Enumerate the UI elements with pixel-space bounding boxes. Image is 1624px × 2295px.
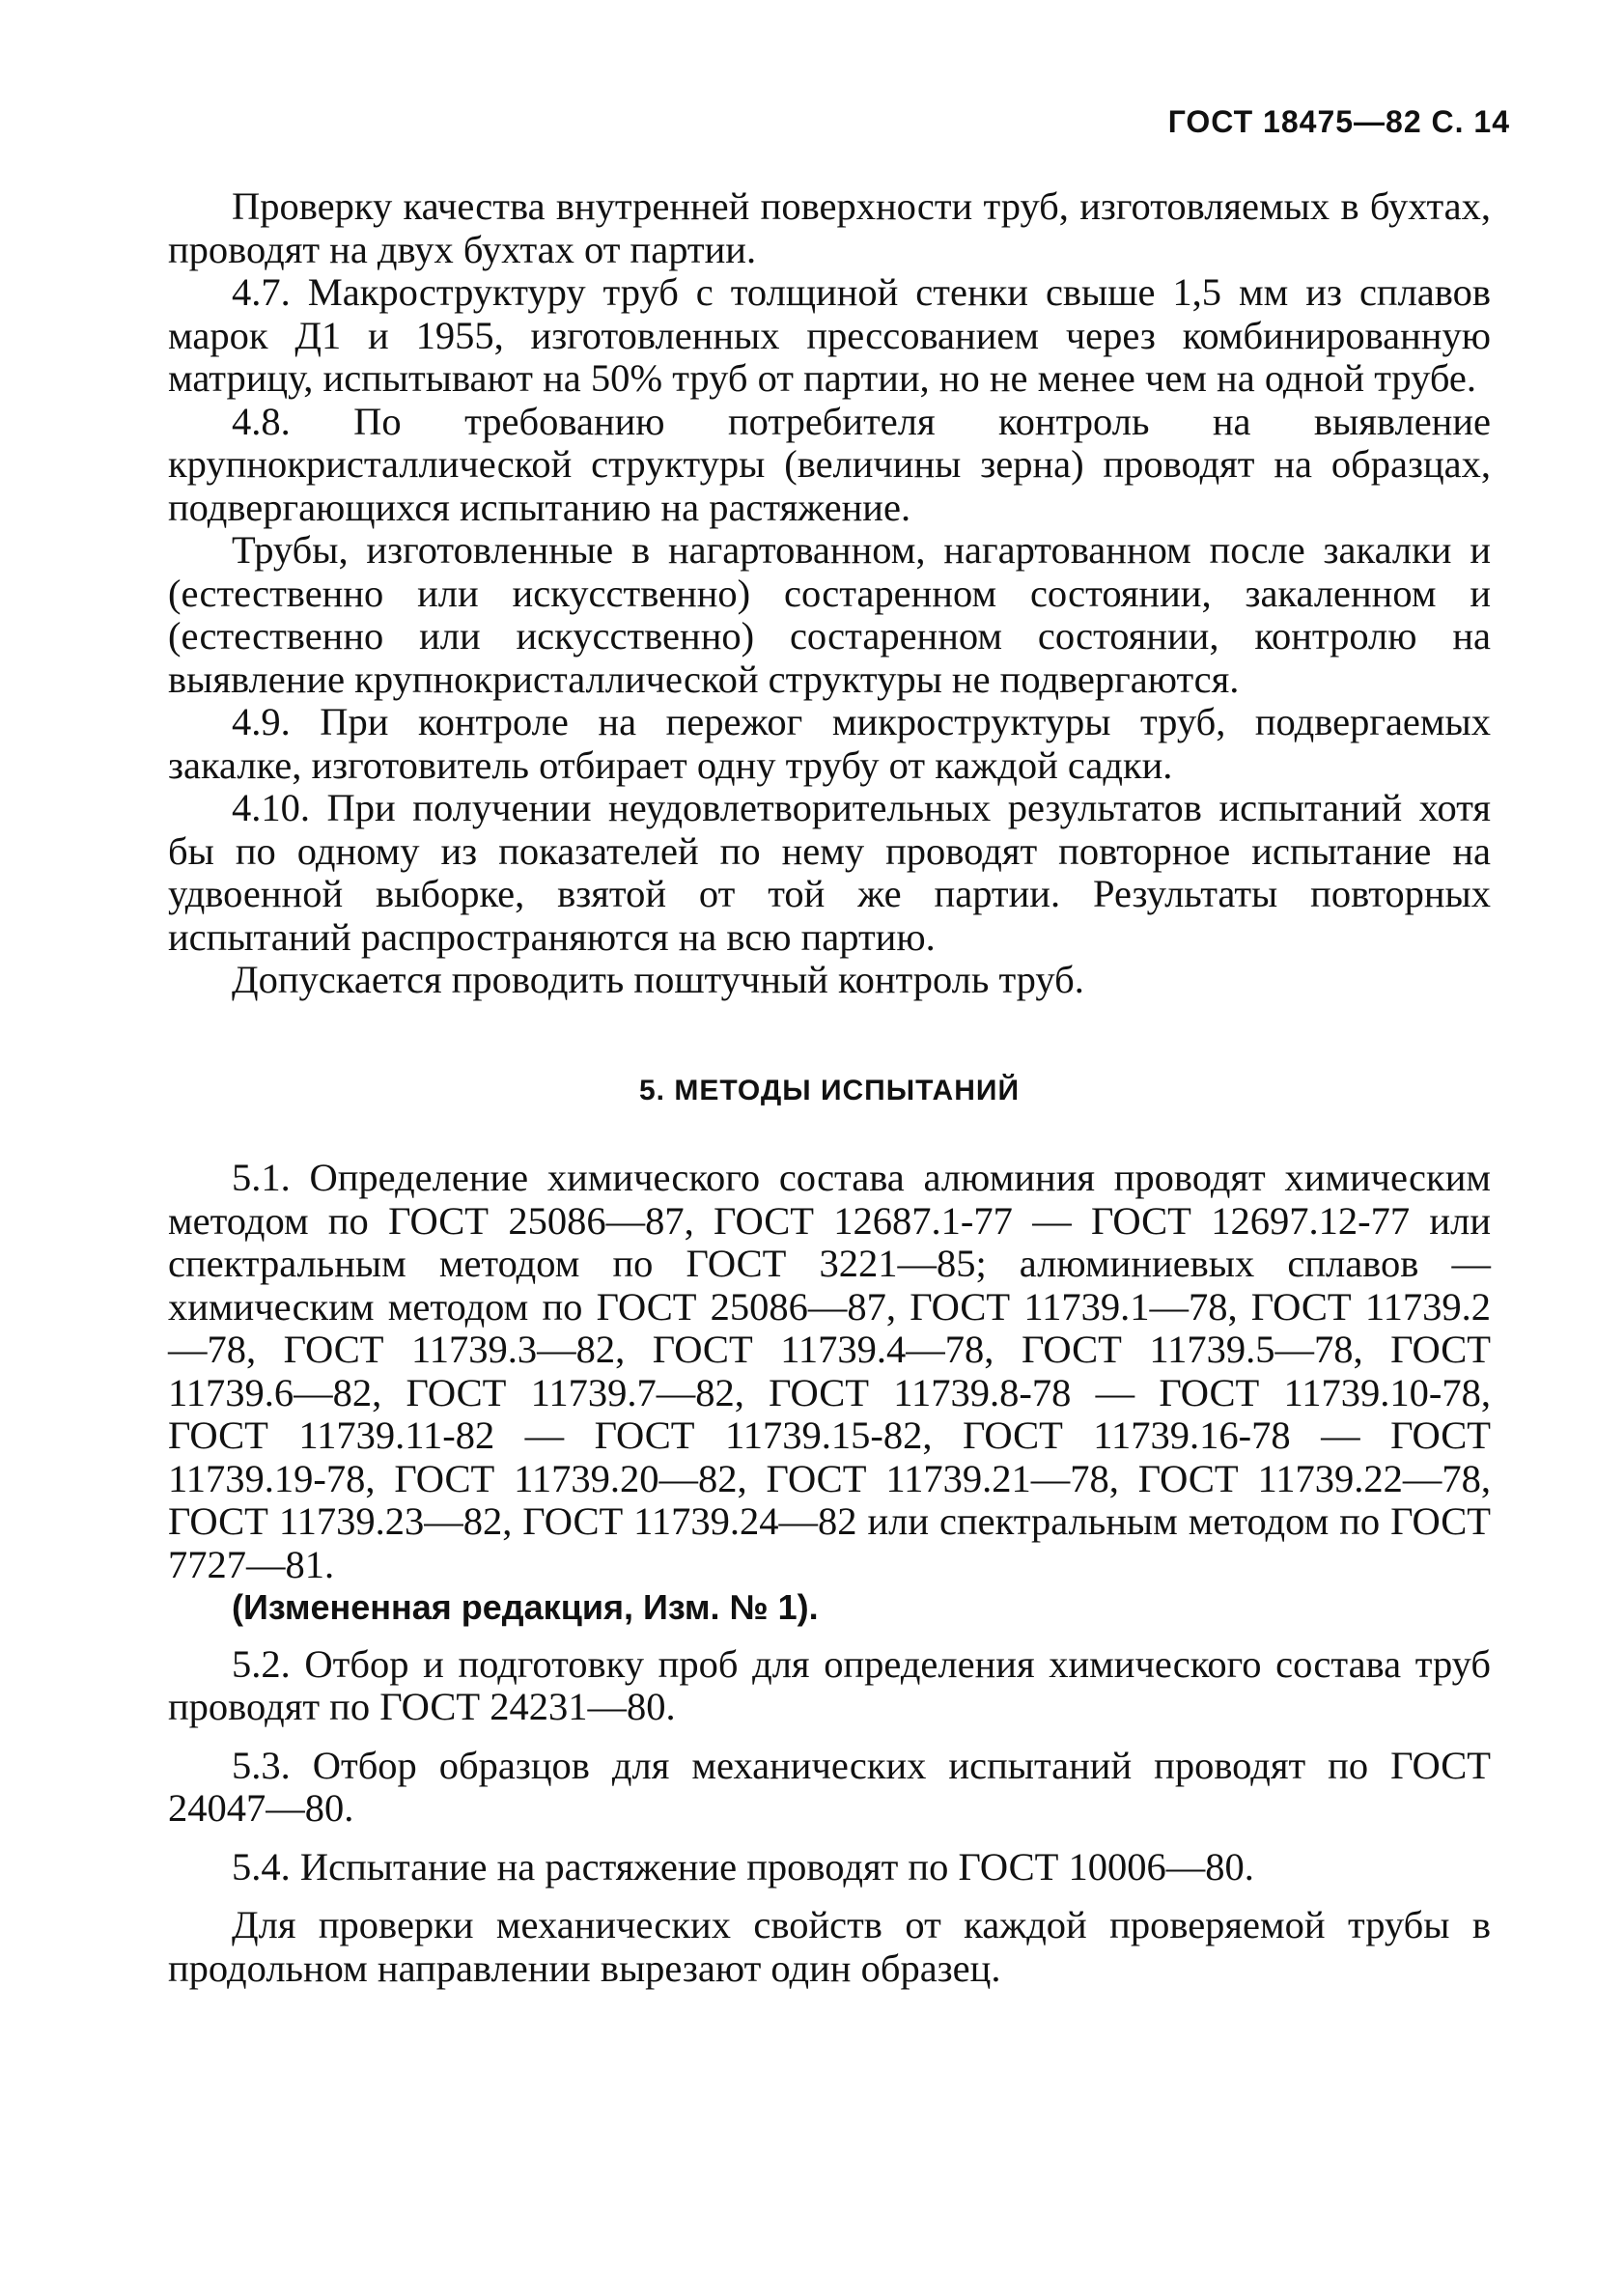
paragraph-5-2: 5.2. Отбор и подготовку проб для определения химического состава труб проводят по ГОСТ 24231—80.: [168, 1641, 1491, 1728]
document-body: [168, 185, 1491, 1990]
paragraph-5-3: 5.3. Отбор образцов для механических испытаний проводят по ГОСТ 24047—80.: [168, 1743, 1491, 1830]
page-header: ГОСТ 18475—82 С. 14: [1167, 104, 1510, 139]
paragraph-4-8: 4.8. По требованию потребителя контроль на выявление крупнокристаллической структуры (величины зерна) проводят на образцах, подвергающихся испытанию на растяжение.: [168, 399, 1491, 529]
paragraph-4-8-exemption: Трубы, изготовленные в нагартованном, нагартованном после закалки и (естественно или искусственно) состаренном состоянии, закаленном и (естественно или искусственно) состаренном состоянии, контролю на выявление крупнокристаллической структуры не подвергаются.: [168, 528, 1491, 701]
paragraph-inner-surface-check: Проверку качества внутренней поверхности труб, изготовляемых в бухтах, проводят на двух бухтах от партии.: [168, 184, 1491, 271]
paragraph-4-9: 4.9. При контроле на пережог микроструктуры труб, подвергаемых закалке, изготовитель отбирает одну трубу от каждой садки.: [168, 700, 1491, 787]
paragraph-5-1: 5.1. Определение химического состава алюминия проводят химическим методом по ГОСТ 25086—87, ГОСТ 12687.1-77 — ГОСТ 12697.12-77 или спектральным методом по ГОСТ 3221—85; алюминиевых сплавов — химическим методом по ГОСТ 25086—87, ГОСТ 11739.1—78, ГОСТ 11739.2—78, ГОСТ 11739.3—82, ГОСТ 11739.4—78, ГОСТ 11739.5—78, ГОСТ 11739.6—82, ГОСТ 11739.7—82, ГОСТ 11739.8-78 — ГОСТ 11739.10-78, ГОСТ 11739.11-82 — ГОСТ 11739.15-82, ГОСТ 11739.16-78 — ГОСТ 11739.19-78, ГОСТ 11739.20—82, ГОСТ 11739.21—78, ГОСТ 11739.22—78, ГОСТ 11739.23—82, ГОСТ 11739.24—82 или спектральным методом по ГОСТ 7727—81.: [168, 1156, 1491, 1586]
paragraph-5-4: 5.4. Испытание на растяжение проводят по ГОСТ 10006—80.: [232, 1844, 1254, 1889]
paragraph-4-7: 4.7. Макроструктуру труб с толщиной стенки свыше 1,5 мм из сплавов марок Д1 и 1955, изготовленных прессованием через комбинированную матрицу, испытывают на 50% труб от партии, но не менее чем на одной трубе.: [168, 270, 1491, 400]
paragraph-mechanical-specimen: Для проверки механических свойств от каждой проверяемой трубы в продольном направлении вырезают один образец.: [168, 1903, 1491, 1990]
revision-note: (Измененная редакция, Изм. № 1).: [232, 1587, 819, 1627]
paragraph-piece-control: Допускается проводить поштучный контроль труб.: [232, 958, 1084, 1001]
section-title: 5. МЕТОДЫ ИСПЫТАНИЙ: [639, 1074, 1020, 1106]
paragraph-4-10: 4.10. При получении неудовлетворительных результатов испытаний хотя бы по одному из показателей по нему проводят повторное испытание на удвоенной выборке, взятой от той же партии. Результаты повторных испытаний распространяются на всю партию.: [168, 786, 1491, 959]
